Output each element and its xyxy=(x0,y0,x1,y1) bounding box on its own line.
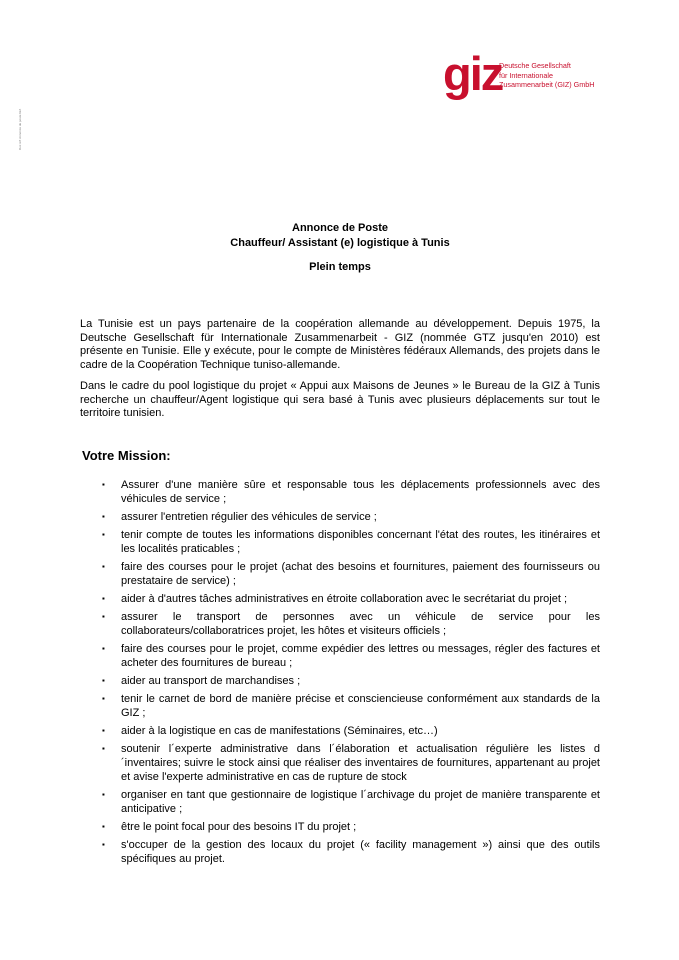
bullet-icon: ▪ xyxy=(102,480,105,489)
mission-item xyxy=(100,478,600,506)
intro-paragraph-2: Dans le cadre du pool logistique du projet « Appui aux Maisons de Jeunes » le Bureau de la GIZ à Tunis recherche un chauffeur/Agent logistique qui sera basé à Tunis avec plusieurs déplacements sur tout le territoire tunisien. xyxy=(80,380,600,419)
giz-logo-line-2: für Internationale xyxy=(499,70,553,80)
bullet-icon: ▪ xyxy=(102,790,105,799)
mission-item xyxy=(100,838,600,866)
bullet-icon: ▪ xyxy=(102,694,105,703)
mission-item xyxy=(100,788,600,816)
mission-item xyxy=(100,692,600,720)
document-title xyxy=(80,221,600,251)
mission-list xyxy=(100,478,600,870)
mission-item-text: tenir le carnet de bord de manière précise et consciencieuse conformément aux standards de la GIZ ; xyxy=(121,693,600,719)
bullet-icon: ▪ xyxy=(102,594,105,603)
side-margin-note: Doc réf: Annonce de poste GIZ xyxy=(18,108,22,150)
mission-item-text: assurer le transport de personnes avec un véhicule de service pour les collaborateurs/collaboratrices projet, les hôtes et visiteurs officiels ; xyxy=(121,611,600,637)
mission-item-text: assurer l'entretien régulier des véhicules de service ; xyxy=(121,511,377,523)
mission-item xyxy=(100,642,600,670)
bullet-icon: ▪ xyxy=(102,612,105,621)
mission-item-text: aider à d'autres tâches administratives en étroite collaboration avec le secrétariat du projet ; xyxy=(121,593,568,605)
intro-paragraph-1: La Tunisie est un pays partenaire de la coopération allemande au développement. Depuis 1975, la Deutsche Gesellschaft für Internationale Zusammenarbeit - GIZ (nommée GTZ jusqu'en 2010) est présente en Tunisie. Elle y exécute, pour le compte de Ministères fédéraux Allemands, des projets dans le cadre de la Coopération Technique tuniso-allemande. xyxy=(80,318,600,371)
bullet-icon: ▪ xyxy=(102,726,105,735)
giz-logo-line-3: Zusammenarbeit (GIZ) GmbH xyxy=(499,80,595,89)
bullet-icon: ▪ xyxy=(102,562,105,571)
mission-item-text: s'occuper de la gestion des locaux du projet (« facility management ») ainsi que des outils spécifiques au projet. xyxy=(121,839,600,865)
mission-heading: Votre Mission: xyxy=(82,448,171,463)
giz-logo-word: giz xyxy=(443,47,503,100)
mission-item-text: Assurer d'une manière sûre et responsable tous les déplacements professionnels avec des véhicules de service ; xyxy=(121,479,600,505)
bullet-icon: ▪ xyxy=(102,676,105,685)
mission-item xyxy=(100,742,600,784)
mission-item xyxy=(100,820,600,834)
bullet-icon: ▪ xyxy=(102,644,105,653)
mission-item xyxy=(100,610,600,638)
mission-item xyxy=(100,674,600,688)
giz-logo-text xyxy=(499,61,594,90)
mission-item-text: tenir compte de toutes les informations disponibles concernant l'état des routes, les itinéraires et les localités praticables ; xyxy=(121,529,600,555)
mission-item xyxy=(100,560,600,588)
mission-item-text: organiser en tant que gestionnaire de logistique l´archivage du projet de manière transparente et anticipative ; xyxy=(121,789,600,815)
bullet-icon: ▪ xyxy=(102,744,105,753)
bullet-icon: ▪ xyxy=(102,530,105,539)
title-schedule: Plein temps xyxy=(309,261,371,273)
mission-item xyxy=(100,592,600,606)
mission-item xyxy=(100,724,600,738)
mission-item-text: aider au transport de marchandises ; xyxy=(121,675,301,687)
mission-item-text: soutenir l´experte administrative dans l´élaboration et actualisation régulière les listes d´inventaires; suivre le stock ainsi que réaliser des inventaires de fournitures, appartenant au projet et avise l'experte administrative en cas de rupture de stock xyxy=(121,743,600,783)
bullet-icon: ▪ xyxy=(102,822,105,831)
mission-item-text: faire des courses pour le projet (achat des besoins et fournitures, paiement des fournisseurs ou prestataire de service) ; xyxy=(121,561,600,587)
mission-item-text: aider à la logistique en cas de manifestations (Séminaires, etc…) xyxy=(121,725,438,737)
mission-item xyxy=(100,510,600,524)
giz-logo xyxy=(443,47,613,102)
mission-item-text: être le point focal pour des besoins IT du projet ; xyxy=(121,821,357,833)
title-position: Chauffeur/ Assistant (e) logistique à Tunis xyxy=(230,237,450,249)
giz-logo-line-1: Deutsche Gesellschaft xyxy=(499,61,571,70)
title-announcement: Annonce de Poste xyxy=(292,222,388,234)
bullet-icon: ▪ xyxy=(102,512,105,521)
mission-item xyxy=(100,528,600,556)
bullet-icon: ▪ xyxy=(102,840,105,849)
mission-item-text: faire des courses pour le projet, comme expédier des lettres ou messages, régler des factures et acheter des fournitures de bureau ; xyxy=(121,643,600,669)
